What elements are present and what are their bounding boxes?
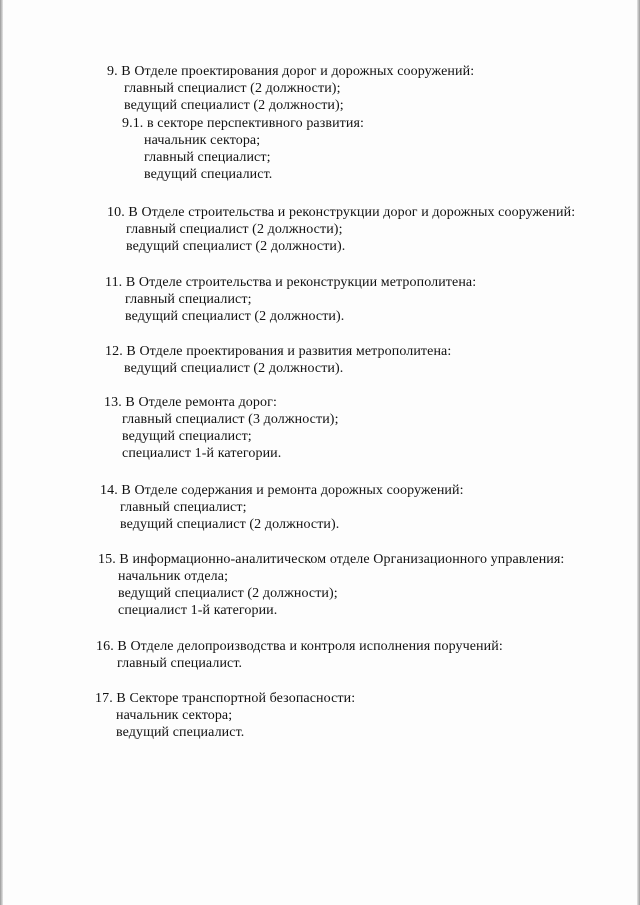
section-10-heading: 10. В Отделе строительства и реконструкции дорог и дорожных сооружений: (107, 205, 576, 220)
subsection-9-1-item-2: главный специалист; (144, 150, 271, 165)
section-13-heading: 13. В Отделе ремонта дорог: (104, 395, 277, 410)
section-13-item-1: главный специалист (3 должности); (122, 412, 339, 427)
section-9-item-1: главный специалист (2 должности); (124, 81, 341, 96)
section-12-heading: 12. В Отделе проектирования и развития метрополитена: (105, 344, 452, 359)
section-11-item-2: ведущий специалист (2 должности). (125, 309, 345, 324)
section-15-item-2: ведущий специалист (2 должности); (118, 586, 338, 601)
section-13-item-3: специалист 1-й категории. (122, 446, 282, 461)
section-12-item-1: ведущий специалист (2 должности). (124, 361, 344, 376)
section-14-item-2: ведущий специалист (2 должности). (120, 517, 340, 532)
section-16-item-1: главный специалист. (117, 656, 243, 671)
scan-edge-left (0, 0, 3, 905)
section-11-heading: 11. В Отделе строительства и реконструкции метрополитена: (105, 275, 477, 290)
section-14-item-1: главный специалист; (120, 500, 247, 515)
section-16-heading: 16. В Отделе делопроизводства и контроля исполнения поручений: (96, 639, 503, 654)
subsection-9-1-item-1: начальник сектора; (144, 133, 261, 148)
section-14-heading: 14. В Отделе содержания и ремонта дорожных сооружений: (100, 483, 464, 498)
section-17-item-1: начальник сектора; (116, 708, 233, 723)
section-11-item-1: главный специалист; (125, 292, 252, 307)
section-13-item-2: ведущий специалист; (122, 429, 252, 444)
section-10-item-1: главный специалист (2 должности); (126, 222, 343, 237)
section-9-heading: 9. В Отделе проектирования дорог и дорожных сооружений: (107, 64, 475, 79)
section-10-item-2: ведущий специалист (2 должности). (126, 239, 346, 254)
section-15-heading: 15. В информационно-аналитическом отделе Организационного управления: (98, 552, 565, 567)
section-17-heading: 17. В Секторе транспортной безопасности: (95, 691, 356, 706)
section-15-item-1: начальник отдела; (118, 569, 229, 584)
section-15-item-3: специалист 1-й категории. (118, 603, 278, 618)
subsection-9-1-item-3: ведущий специалист. (144, 167, 273, 182)
subsection-9-1-heading: 9.1. в секторе перспективного развития: (122, 116, 365, 131)
section-9-item-2: ведущий специалист (2 должности); (124, 98, 344, 113)
section-17-item-2: ведущий специалист. (116, 725, 245, 740)
